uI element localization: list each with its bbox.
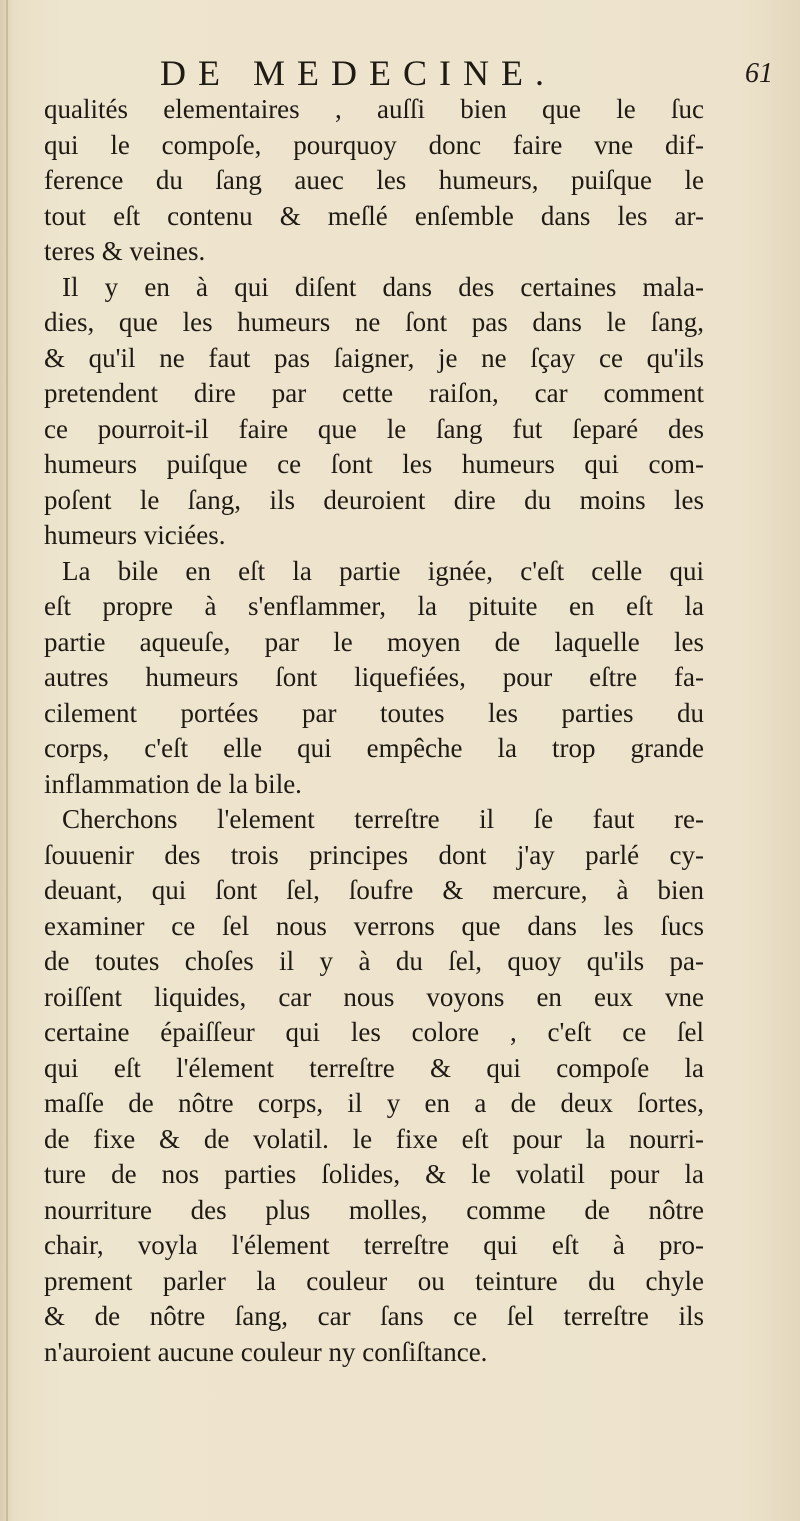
text-line: qui eſt l'élement terreſtre & qui compoſe la [44, 1052, 704, 1083]
text-line: teres & veines. [44, 236, 206, 266]
text-line: & qu'il ne faut pas ſaigner, je ne ſçay ce qu'ils [44, 342, 704, 373]
text-line: deuant, qui ſont ſel, ſoufre & mercure, à bien [44, 875, 704, 905]
text-line: certaine épaiſſeur qui les colore , c'eſt ce ſel [44, 1017, 704, 1047]
text-line: autres humeurs ſont liquefiées, pour eſtre fa- [44, 662, 704, 692]
text-line: ce pourroit-il faire que le ſang fut ſeparé des [44, 413, 704, 444]
text-line: & de nôtre ſang, car ſans ce ſel terreſtre ils [44, 1301, 704, 1331]
text-line: inflammation de la bile. [44, 768, 302, 799]
text-line: humeurs viciées. [44, 520, 226, 550]
text-line: eſt propre à s'enflammer, la pituite en eſt la [44, 591, 704, 621]
body-text [44, 92, 704, 1370]
text-line: corps, c'eſt elle qui empêche la trop grande [44, 733, 704, 763]
text-line: de fixe & de volatil. le fixe eſt pour la nourri- [44, 1123, 704, 1154]
text-line: La bile en eſt la partie ignée, c'eſt celle qui [62, 555, 704, 586]
text-line: maſſe de nôtre corps, il y en a de deux ſortes, [44, 1088, 704, 1118]
text-line: pretendent dire par cette raiſon, car comment [44, 378, 704, 408]
page-gutter [6, 0, 8, 1521]
running-head [0, 52, 800, 92]
text-line: ſouuenir des trois principes dont j'ay parlé cy- [44, 839, 704, 870]
running-title: DE MEDECINE. [160, 53, 556, 93]
text-line: cilement portées par toutes les parties du [44, 697, 704, 728]
text-line: roiſſent liquides, car nous voyons en eux vne [44, 981, 704, 1012]
text-line: nourriture des plus molles, comme de nôtre [44, 1194, 704, 1225]
text-line: ference du ſang auec les humeurs, puiſque le [44, 165, 704, 195]
text-line: qualités elementaires , auſſi bien que le ſuc [44, 94, 704, 124]
text-line: prement parler la couleur ou teinture du chyle [44, 1265, 704, 1296]
text-line: examiner ce ſel nous verrons que dans les ſucs [44, 910, 704, 941]
text-line: ture de nos parties ſolides, & le volatil pour la [44, 1159, 704, 1189]
text-line: Il y en à qui diſent dans des certaines mala- [62, 271, 704, 302]
page-number: 61 [745, 58, 773, 89]
text-line: humeurs puiſque ce ſont les humeurs qui com- [44, 449, 704, 479]
text-line: poſent le ſang, ils deuroient dire du moins les [44, 484, 704, 515]
text-line: chair, voyla l'élement terreſtre qui eſt à pro- [44, 1230, 704, 1260]
text-line: partie aqueuſe, par le moyen de laquelle les [44, 626, 704, 657]
text-line: qui le compoſe, pourquoy donc faire vne dif- [44, 129, 704, 160]
text-line: Cherchons l'element terreſtre il ſe faut re- [62, 804, 704, 834]
text-line: de toutes choſes il y à du ſel, quoy qu'ils pa- [44, 946, 704, 976]
text-line: tout eſt contenu & meſlé enſemble dans les ar- [44, 200, 704, 231]
text-line: n'auroient aucune couleur ny conſiſtance. [44, 1336, 488, 1367]
text-line: dies, que les humeurs ne ſont pas dans le ſang, [44, 307, 704, 337]
